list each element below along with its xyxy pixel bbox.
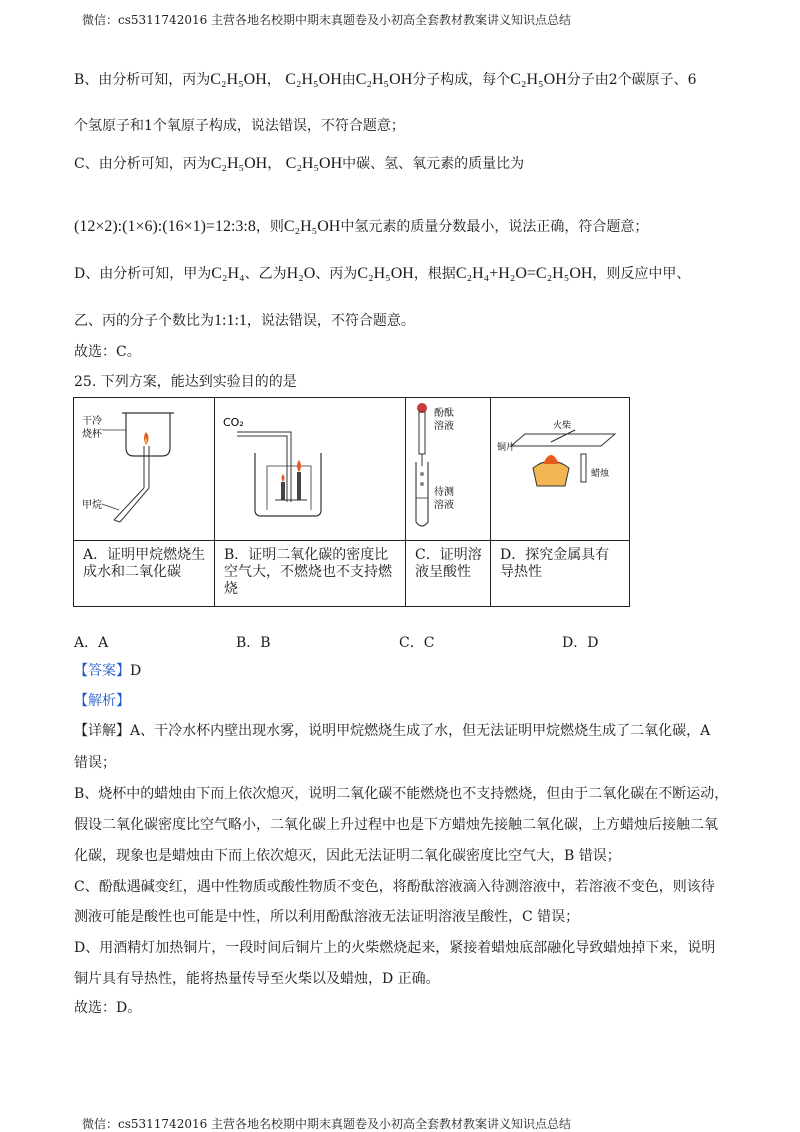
text: B、由分析可知，丙为	[74, 72, 211, 88]
analysis-d-line2	[74, 311, 415, 331]
analysis-tag: 【解析】	[74, 693, 130, 709]
label: 蜡烛	[591, 469, 610, 479]
text: ，根据	[413, 266, 456, 282]
text: ，则反应中甲、	[592, 266, 691, 282]
option-b: B．B	[236, 635, 271, 651]
option-a: A．A	[74, 635, 109, 651]
label: 干冷	[82, 416, 102, 427]
text: ，	[267, 156, 282, 172]
detail-line4: 假设二氧化碳密度比空气略小，二氧化碳上升过程中也是下方蜡烛先接触二氧化碳，上方蜡烛后接触二氧	[74, 817, 718, 833]
select-c: 故选：C。	[74, 344, 141, 360]
text: D、由分析可知，甲为	[74, 266, 212, 282]
formula: C₂H₅OH	[510, 71, 567, 88]
label: CO₂	[223, 416, 244, 429]
detail-line5: 化碳，现象也是蜡烛由下而上依次熄灭，因此无法证明二氧化碳密度比空气大，B 错误；	[74, 848, 621, 864]
text: 、丙为	[315, 266, 358, 282]
text: 中碳、氢、氧元素的质量比为	[342, 156, 525, 172]
text: A、干冷水杯内壁出现水雾，说明甲烷燃烧生成了水，但无法证明甲烷燃烧生成了二氧化碳，A	[130, 723, 711, 739]
methane-burning-figure	[74, 398, 214, 536]
caption-b: B．证明二氧化碳的密度比空气大，不燃烧也不支持燃烧	[215, 541, 406, 607]
formula: C₂H₄	[211, 265, 245, 282]
page-footer-watermark: 微信：cs5311742016 主营各地名校期中期末真题卷及小初高全套教材教案讲义知识点总结	[82, 1117, 572, 1131]
text: C、由分析可知，丙为	[74, 156, 211, 172]
reaction-equation: C₂H₄+H₂O=C₂H₅OH	[455, 265, 593, 282]
co2-pouring-figure	[215, 398, 405, 536]
ratio: 1:1:1	[214, 312, 247, 329]
formula: C₂H₅OH	[355, 71, 413, 88]
experiment-table	[73, 397, 630, 607]
detail-line1	[74, 721, 710, 741]
analysis-b-line2: 个氢原子和1个氧原子构成，说法错误，不符合题意；	[74, 118, 405, 134]
caption-d: D．探究金属具有导热性	[491, 541, 630, 607]
formula: C₂H₅OH	[210, 71, 267, 88]
answer-tag: 【答案】	[74, 663, 130, 679]
text: 乙、丙的分子个数比为	[74, 313, 214, 329]
detail-line3: B、烧杯中的蜡烛由下而上依次熄灭，说明二氧化碳不能燃烧也不支持燃烧，但由于二氧化碳在不断运动，	[74, 786, 729, 802]
text: 中氢元素的质量分数最小，说法正确，符合题意；	[340, 219, 649, 235]
page-header-watermark: 微信：cs5311742016 主营各地名校期中期末真题卷及小初高全套教材教案讲义知识点总结	[82, 13, 572, 27]
detail-line9: 铜片具有导热性，能将热量传导至火柴以及蜡烛，D 正确。	[74, 971, 440, 987]
analysis-c-line2	[74, 217, 648, 237]
formula: C₂H₅OH	[283, 218, 341, 235]
text: 、乙为	[244, 266, 287, 282]
detail-line6: C、酚酞遇碱变红，遇中性物质或酸性物质不变色，将酚酞溶液滴入待测溶液中，若溶液不变色，则该待	[74, 879, 715, 895]
analysis-d-line1	[74, 264, 690, 284]
mass-ratio-formula: (12×2):(1×6):(16×1)=12:3:8	[74, 218, 256, 235]
option-d: D．D	[562, 635, 599, 651]
answer-line	[74, 661, 141, 681]
caption-c: C．证明溶液呈酸性	[406, 541, 491, 607]
text: 分子由2个碳原子、6	[566, 72, 697, 88]
label: 火柴	[553, 421, 572, 431]
formula: C₂H₅OH	[357, 265, 414, 282]
figure-b-cell	[215, 398, 406, 541]
formula: C₂H₅OH	[285, 155, 343, 172]
text: ，说法错误，不符合题意。	[246, 313, 415, 329]
label: 酚酞	[434, 408, 454, 419]
text: 由	[341, 72, 356, 88]
label: 烧杯	[82, 429, 102, 440]
label: 溶液	[434, 500, 454, 511]
figure-c-cell	[406, 398, 491, 541]
analysis-b-line1	[74, 70, 697, 90]
label: 待测	[434, 487, 454, 498]
detail-tag: 【详解】	[74, 723, 130, 739]
label: 铜片	[497, 443, 516, 453]
figure-d-cell	[491, 398, 630, 541]
analysis-c-line1	[74, 154, 524, 174]
text: 分子构成，每个	[412, 72, 511, 88]
formula: H₂O	[286, 265, 316, 282]
text: ，则	[255, 219, 284, 235]
text: ，	[266, 72, 281, 88]
copper-heat-conduction-figure	[491, 398, 629, 536]
detail-line7: 测液可能是酸性也可能是中性，所以利用酚酞溶液无法证明溶液呈酸性，C 错误；	[74, 909, 580, 925]
question-25-title: 25. 下列方案，能达到实验目的的是	[74, 374, 297, 390]
formula: C₂H₅OH	[210, 155, 268, 172]
detail-line8: D、用酒精灯加热铜片，一段时间后铜片上的火柴燃烧起来，紧接着蜡烛底部融化导致蜡烛掉下来，说明	[74, 940, 716, 956]
option-c: C．C	[399, 635, 435, 651]
caption-a: A．证明甲烷燃烧生成水和二氧化碳	[74, 541, 215, 607]
label: 甲烷	[82, 500, 102, 511]
formula: C₂H₅OH	[285, 71, 342, 88]
figure-a-cell	[74, 398, 215, 541]
select-d: 故选：D。	[74, 1000, 142, 1016]
phenolphthalein-figure	[406, 398, 490, 536]
detail-line2: 错误；	[74, 755, 116, 771]
answer-value: D	[130, 663, 142, 679]
label: 溶液	[434, 421, 454, 432]
